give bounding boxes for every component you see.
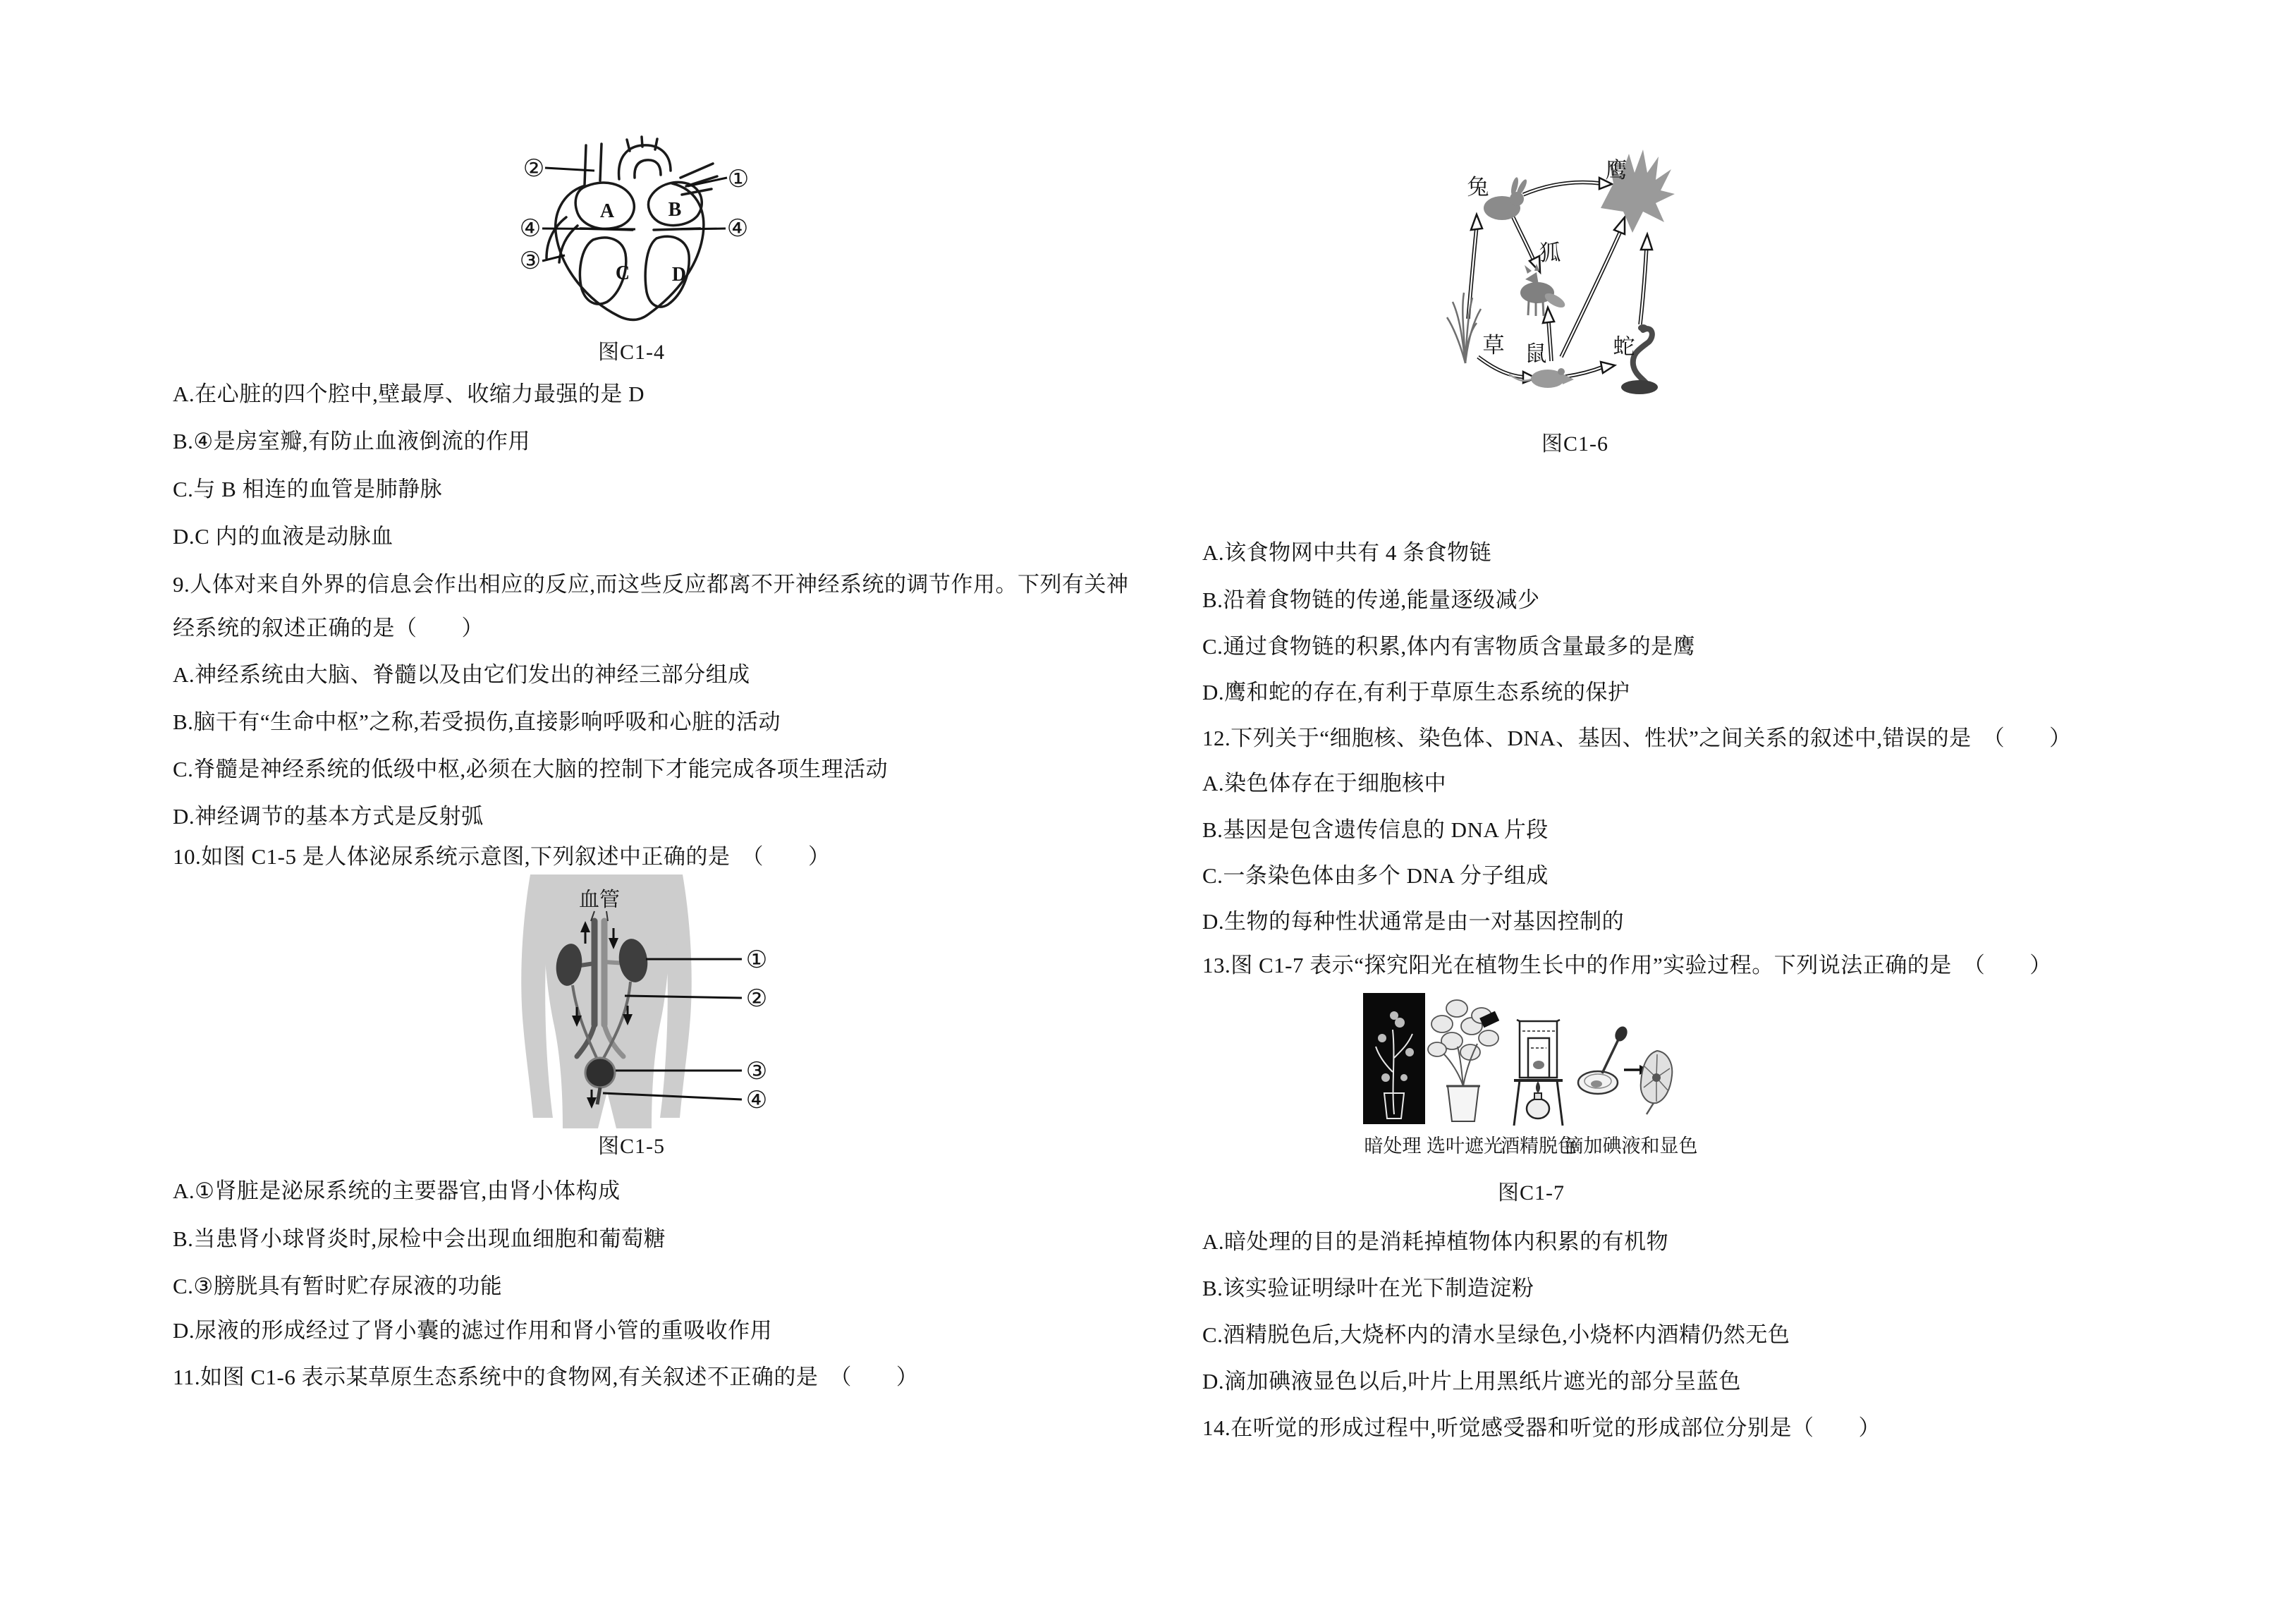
urinary-callout-2: ② [745,986,768,1012]
step-label-dark: 暗处理 [1364,1135,1422,1157]
urinary-callout-3: ③ [745,1059,768,1085]
question-stem: 13.图 C1-7 表示“探究阳光在植物生长中的作用”实验过程。下列说法正确的是 （ ） [1202,953,2052,977]
question-stem: 12.下列关于“细胞核、染色体、DNA、基因、性状”之间关系的叙述中,错误的是 （ ） [1202,726,2072,750]
node-label-snake: 蛇 [1613,334,1635,359]
vessel-label: 血管 [578,889,621,911]
option-line: C.脊髓是神经系统的低级中枢,必须在大脑的控制下才能完成各项生理活动 [173,757,889,781]
node-label-fox: 狐 [1539,240,1561,265]
grass-image [1447,293,1481,363]
option-line: C.酒精脱色后,大烧杯内的清水呈绿色,小烧杯内酒精仍然无色 [1202,1322,1790,1347]
heart-callout-4-right: ④ [726,216,749,242]
question-stem: 11.如图 C1-6 表示某草原生态系统中的食物网,有关叙述不正确的是 （ ） [173,1365,919,1389]
heart-chamber-A: A [599,200,615,222]
option-line: A.在心脏的四个腔中,壁最厚、收缩力最强的是 D [173,382,645,406]
figure-caption-c1-7: 图C1-7 [1498,1181,1565,1205]
option-line: A.①肾脏是泌尿系统的主要器官,由肾小体构成 [173,1178,621,1203]
leaf-shading-panel [1428,1000,1499,1121]
node-label-grass: 草 [1482,333,1505,358]
bladder-shape [585,1058,615,1087]
dark-treatment-panel [1363,993,1425,1124]
question-stem: 9.人体对来自外界的信息会作出相应的反应,而这些反应都离不开神经系统的调节作用。下列有关神 [173,572,1129,597]
option-line: A.暗处理的目的是消耗掉植物体内积累的有机物 [1202,1229,1669,1254]
option-line: C.与 B 相连的血管是肺静脉 [173,477,443,501]
option-line: A.该食物网中共有 4 条食物链 [1202,540,1492,565]
urinary-system-diagram [494,874,790,1128]
option-line: A.神经系统由大脑、脊髓以及由它们发出的神经三部分组成 [173,662,750,687]
option-line: B.基因是包含遗传信息的 DNA 片段 [1202,817,1549,842]
iodine-panel [1578,1025,1672,1114]
step-label-shade: 选叶遮光 [1427,1135,1503,1157]
question-stem: 10.如图 C1-5 是人体泌尿系统示意图,下列叙述中正确的是 （ ） [173,844,831,869]
node-label-eagle: 鹰 [1605,158,1628,183]
heart-chamber-C: C [615,262,630,284]
option-line: C.一条染色体由多个 DNA 分子组成 [1202,863,1549,888]
heart-callout-3: ③ [519,248,542,274]
option-line: B.④是房室瓣,有防止血液倒流的作用 [173,429,530,453]
urinary-callout-4: ④ [745,1087,768,1114]
figure-caption-c1-5: 图C1-5 [598,1135,665,1158]
heart-chamber-B: B [668,199,682,221]
food-web-diagram [1431,141,1692,437]
question-stem: 经系统的叙述正确的是（ ） [173,616,484,640]
heart-diagram [504,134,765,346]
heart-chamber-D: D [671,264,687,286]
step-label-iodine: 滴加碘液和显色 [1564,1135,1698,1157]
option-line: D.滴加碘液显色以后,叶片上用黑纸片遮光的部分呈蓝色 [1202,1369,1741,1394]
option-line: B.该实验证明绿叶在光下制造淀粉 [1202,1276,1534,1300]
option-line: D.生物的每种性状通常是由一对基因控制的 [1202,909,1625,934]
heart-callout-1: ① [727,166,750,193]
option-line: D.尿液的形成经过了肾小囊的滤过作用和肾小管的重吸收作用 [173,1318,773,1343]
option-line: D.C 内的血液是动脉血 [173,524,393,549]
option-line: D.鹰和蛇的存在,有利于草原生态系统的保护 [1202,680,1630,705]
figure-caption-c1-4: 图C1-4 [598,341,665,364]
urinary-callout-1: ① [745,947,768,973]
option-line: A.染色体存在于细胞核中 [1202,771,1447,796]
option-line: B.沿着食物链的传递,能量逐级减少 [1202,587,1540,612]
option-line: C.③膀胱具有暂时贮存尿液的功能 [173,1274,503,1298]
fox-image [1520,264,1567,316]
node-label-rabbit: 兔 [1467,175,1489,200]
option-line: B.当患肾小球肾炎时,尿检中会出现血细胞和葡萄糖 [173,1226,666,1251]
option-line: C.通过食物链的积累,体内有害物质含量最多的是鹰 [1202,634,1696,659]
alcohol-decolor-panel [1514,1020,1563,1126]
step-label-alcohol: 酒精脱色 [1501,1135,1577,1157]
experiment-diagram [1357,987,1717,1164]
heart-callout-2: ② [523,156,545,182]
heart-callout-4-left: ④ [519,216,542,242]
option-line: B.脑干有“生命中枢”之称,若受损伤,直接影响呼吸和心脏的活动 [173,709,781,734]
figure-caption-c1-6: 图C1-6 [1541,432,1608,456]
node-label-mouse: 鼠 [1525,341,1547,366]
option-line: D.神经调节的基本方式是反射弧 [173,804,484,829]
rabbit-image [1484,176,1529,220]
question-stem: 14.在听觉的形成过程中,听觉感受器和听觉的形成部位分别是（ ） [1202,1415,1881,1440]
